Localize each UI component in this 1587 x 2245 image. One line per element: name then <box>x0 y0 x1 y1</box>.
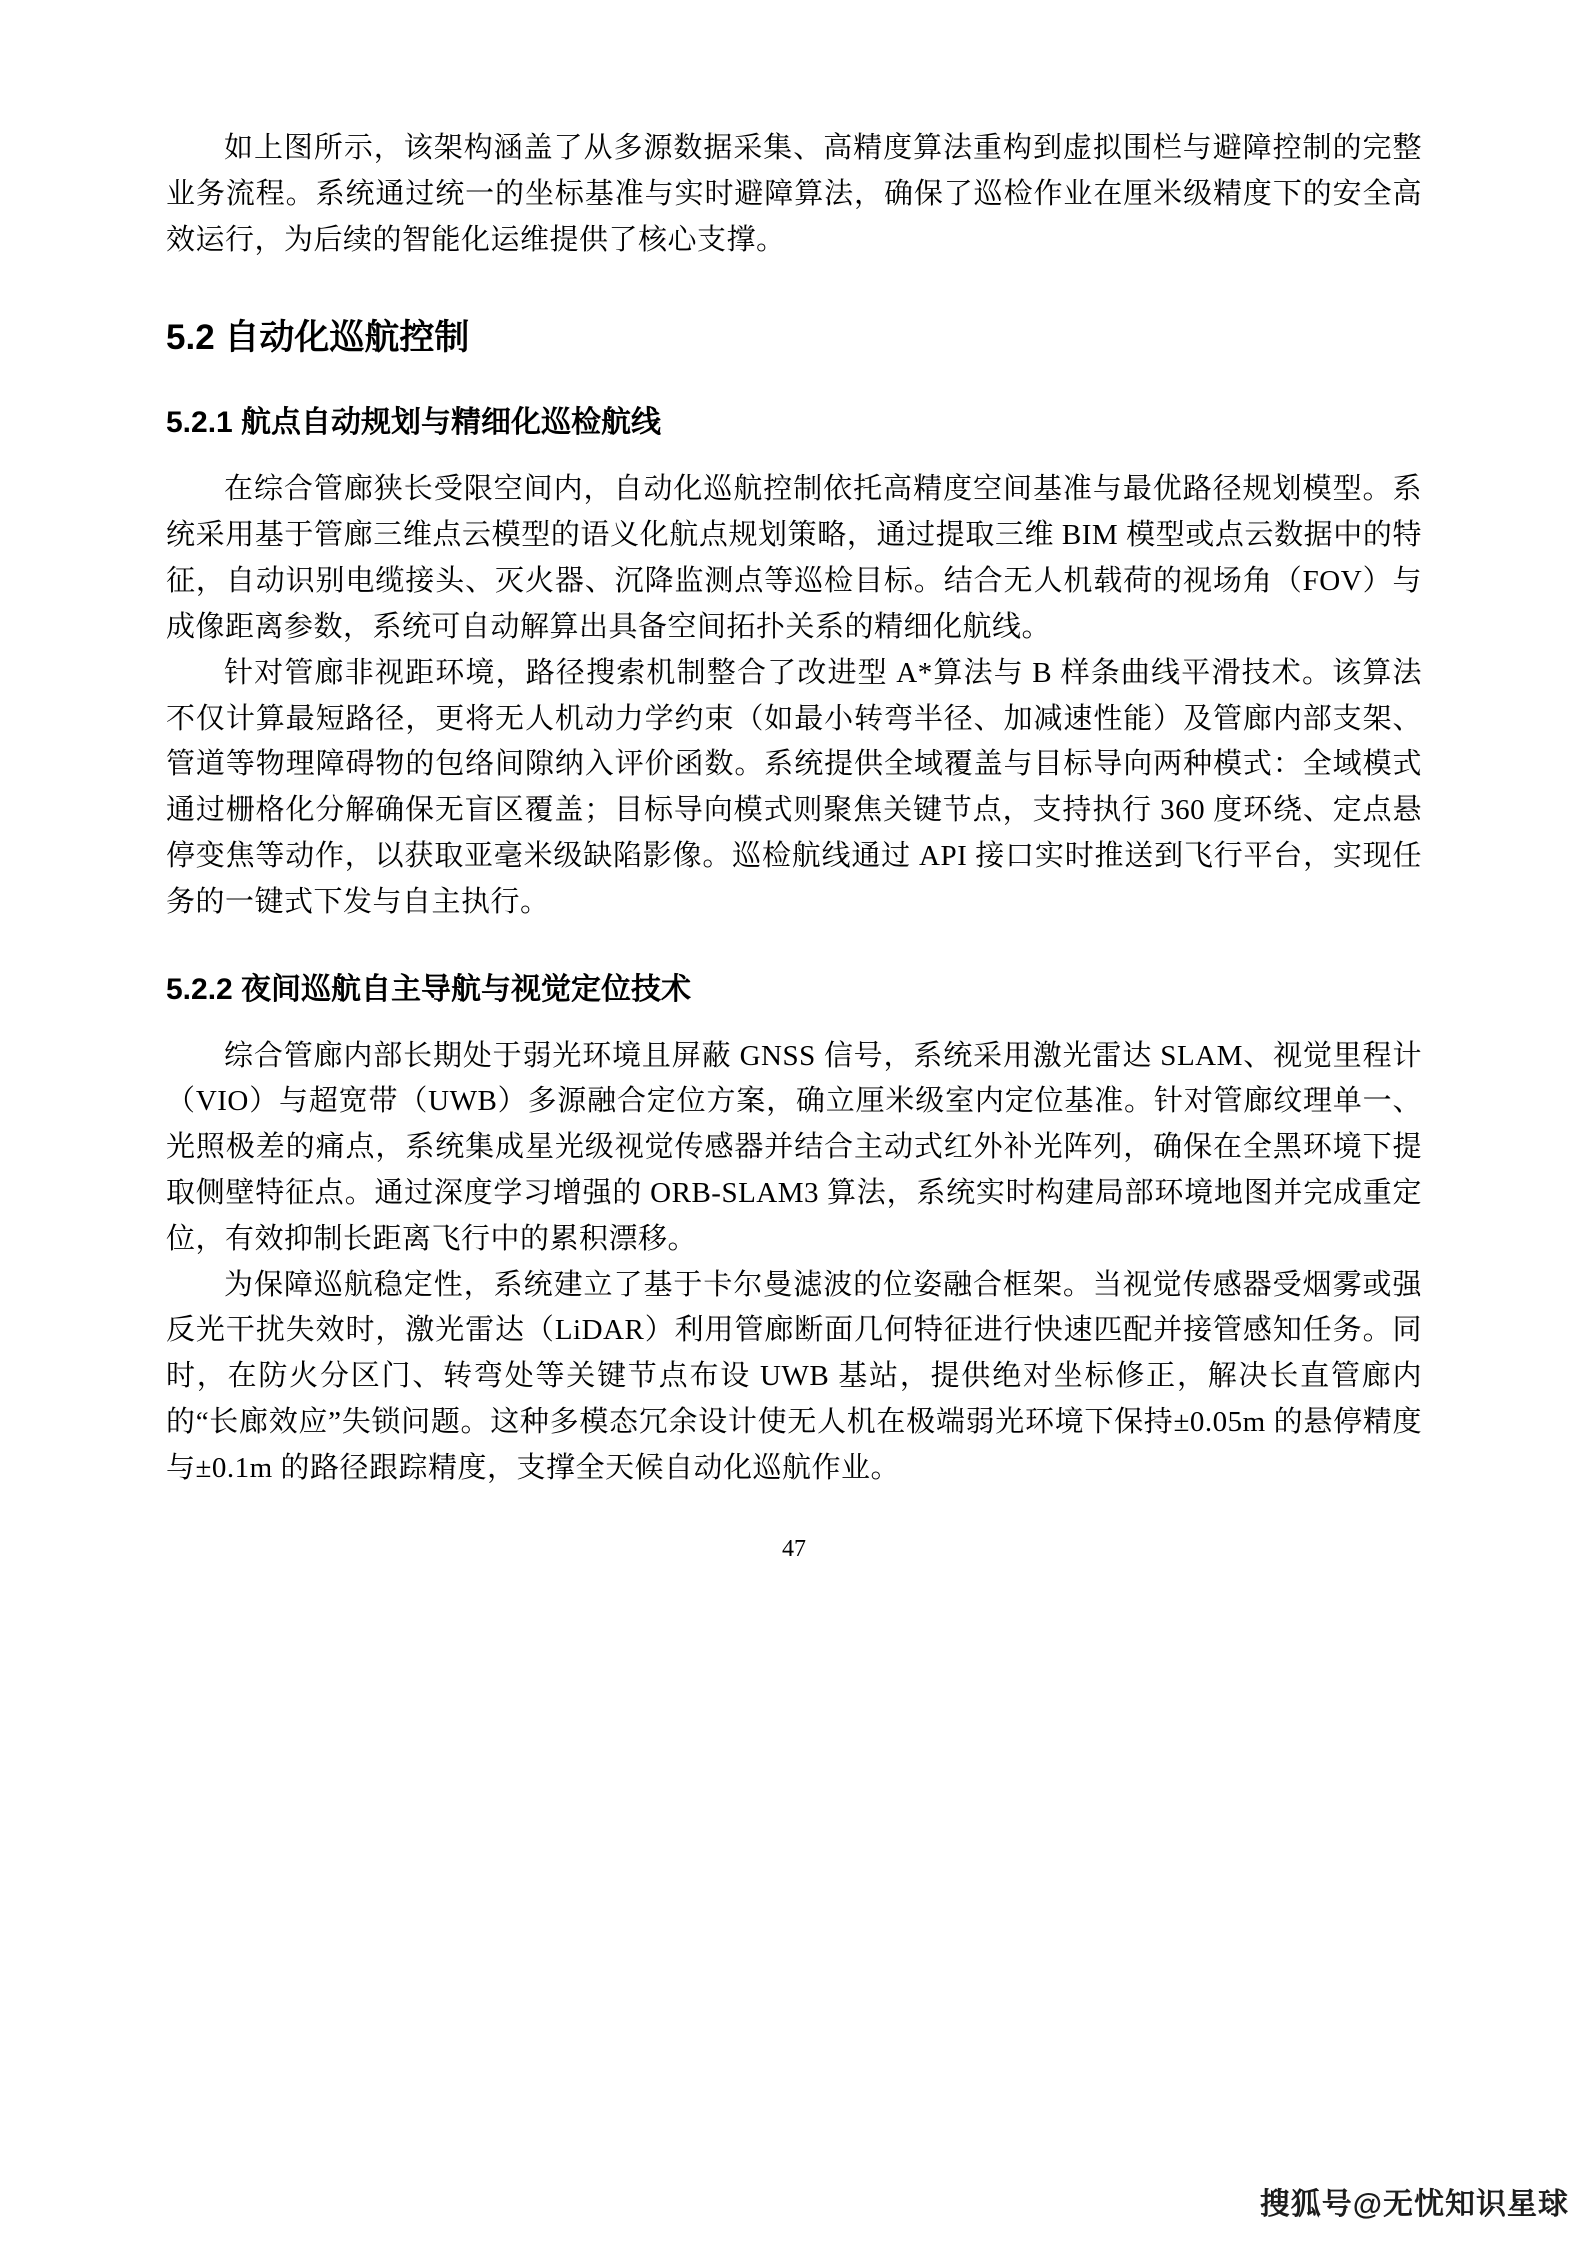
page-content <box>166 126 1422 1563</box>
paragraph-waypoint-planning-2: 针对管廊非视距环境，路径搜索机制整合了改进型 A*算法与 B 样条曲线平滑技术。该算法不仅计算最短路径，更将无人机动力学约束（如最小转弯半径、加减速性能）及管廊内部支架、管道等物理障碍物的包络间隙纳入评价函数。系统提供全域覆盖与目标导向两种模式：全域模式通过栅格化分解确保无盲区覆盖；目标导向模式则聚焦关键节点，支持执行 360 度环绕、定点悬停变焦等动作，以获取亚毫米级缺陷影像。巡检航线通过 API 接口实时推送到飞行平台，实现任务的一键式下发与自主执行。 <box>166 656 1422 918</box>
watermark-text: 搜狐号@无忧知识星球 <box>1259 2188 1569 2221</box>
paragraph-waypoint-planning-1: 在综合管廊狭长受限空间内，自动化巡航控制依托高精度空间基准与最优路径规划模型。系统采用基于管廊三维点云模型的语义化航点规划策略，通过提取三维 BIM 模型或点云数据中的特征，自动识别电缆接头、灭火器、沉降监测点等巡检目标。结合无人机载荷的视场角（FOV）与成像距离参数，系统可自动解算出具备空间拓扑关系的精细化航线。 <box>166 473 1422 643</box>
paragraph-night-navigation-1: 综合管廊内部长期处于弱光环境且屏蔽 GNSS 信号，系统采用激光雷达 SLAM、视觉里程计（VIO）与超宽带（UWB）多源融合定位方案，确立厘米级室内定位基准。针对管廊纹理单一、光照极差的痛点，系统集成星光级视觉传感器并结合主动式红外补光阵列，确保在全黑环境下提取侧壁特征点。通过深度学习增强的 ORB-SLAM3 算法，系统实时构建局部环境地图并完成重定位，有效抑制长距离飞行中的累积漂移。 <box>166 1039 1422 1255</box>
page-number: 47 <box>782 1535 806 1562</box>
section-heading-5-2: 5.2 自动化巡航控制 <box>166 318 470 358</box>
subsection-heading-5-2-1: 5.2.1 航点自动规划与精细化巡检航线 <box>166 406 662 440</box>
paragraph-night-navigation-2: 为保障巡航稳定性，系统建立了基于卡尔曼滤波的位姿融合框架。当视觉传感器受烟雾或强反光干扰失效时，激光雷达（LiDAR）利用管廊断面几何特征进行快速匹配并接管感知任务。同时，在防火分区门、转弯处等关键节点布设 UWB 基站，提供绝对坐标修正，解决长直管廊内的“长廊效应”失锁问题。这种多模态冗余设计使无人机在极端弱光环境下保持±0.05m 的悬停精度与±0.1m 的路径跟踪精度，支撑全天候自动化巡航作业。 <box>166 1268 1422 1484</box>
paragraph-intro: 如上图所示，该架构涵盖了从多源数据采集、高精度算法重构到虚拟围栏与避障控制的完整业务流程。系统通过统一的坐标基准与实时避障算法，确保了巡检作业在厘米级精度下的安全高效运行，为后续的智能化运维提供了核心支撑。 <box>166 132 1422 256</box>
subsection-heading-5-2-2: 5.2.2 夜间巡航自主导航与视觉定位技术 <box>166 972 692 1006</box>
